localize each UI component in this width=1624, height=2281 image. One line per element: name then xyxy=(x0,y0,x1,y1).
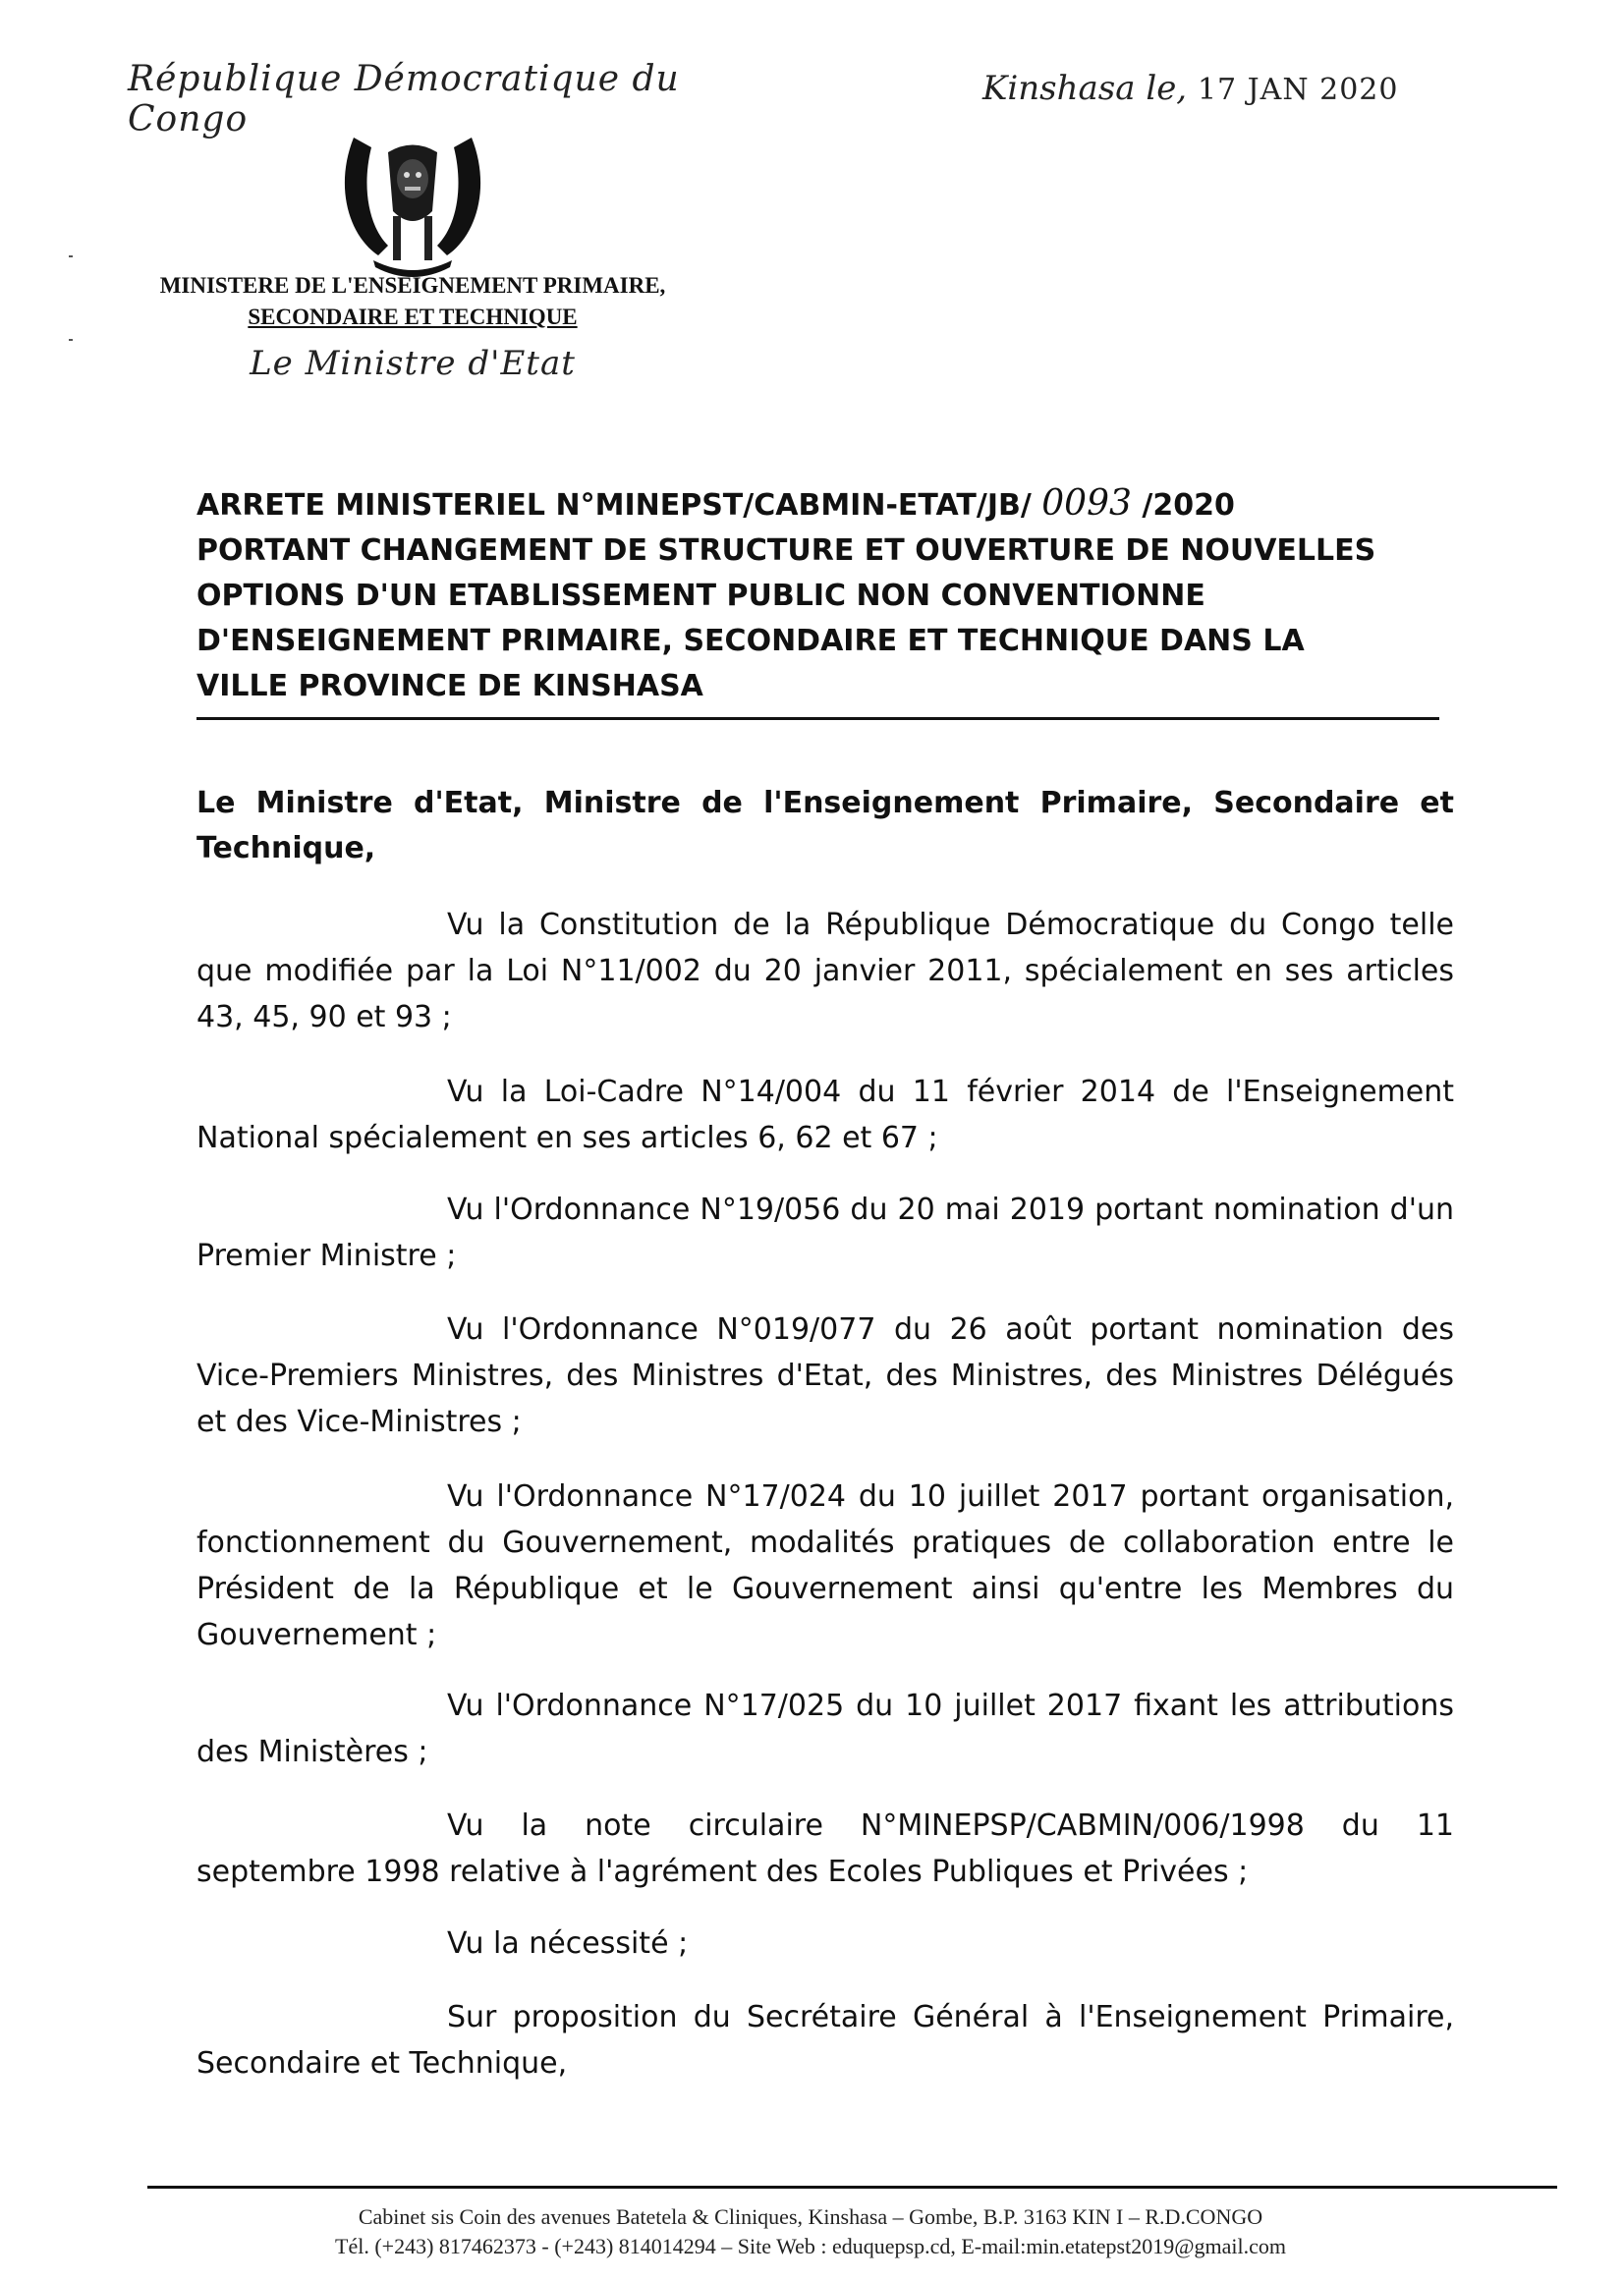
footer-divider xyxy=(147,2186,1557,2189)
consideration-3: Vu l'Ordonnance N°19/056 du 20 mai 2019 portant nomination d'un Premier Ministre ; xyxy=(196,1193,1454,1273)
footer-line-1: Cabinet sis Coin des avenues Batetela & Cliniques, Kinshasa – Gombe, B.P. 3163 KIN I – R.D.CONGO xyxy=(358,2204,1263,2229)
handwritten-decree-number: 0093 xyxy=(1041,483,1132,524)
ministry-name xyxy=(98,270,727,333)
title-line-2: PORTANT CHANGEMENT DE STRUCTURE ET OUVERTURE DE NOUVELLES xyxy=(196,533,1376,568)
document-date xyxy=(982,69,1398,108)
consideration-6: Vu l'Ordonnance N°17/025 du 10 juillet 2017 fixant les attributions des Ministères ; xyxy=(196,1689,1454,1769)
coat-of-arms-emblem-icon xyxy=(334,118,491,295)
date-value: 17 JAN 2020 xyxy=(1197,73,1399,107)
consideration-1: Vu la Constitution de la République Démocratique du Congo telle que modifiée par la Loi N°11/002 du 20 janvier 2011, spécialement en ses articles 43, 45, 90 et 93 ; xyxy=(196,908,1454,1034)
minister-title: Le Ministre d'Etat xyxy=(250,344,576,383)
title-line-1 xyxy=(196,481,1454,529)
footer-address xyxy=(147,2202,1474,2261)
minister-intro: Le Ministre d'Etat, Ministre de l'Enseignement Primaire, Secondaire et Technique, xyxy=(196,786,1454,865)
title-line-3: OPTIONS D'UN ETABLISSEMENT PUBLIC NON CONVENTIONNE xyxy=(196,579,1205,613)
title-reference: ARRETE MINISTERIEL N°MINEPST/CABMIN-ETAT/JB/ xyxy=(196,488,1032,523)
consideration-4: Vu l'Ordonnance N°019/077 du 26 août portant nomination des Vice-Premiers Ministres, des Ministres d'Etat, des Ministres, des Ministres Délégués et des Vice-Ministres ; xyxy=(196,1312,1454,1439)
title-year: /2020 xyxy=(1142,488,1235,523)
title-line-5: VILLE PROVINCE DE KINSHASA xyxy=(196,669,703,703)
consideration-5: Vu l'Ordonnance N°17/024 du 10 juillet 2017 portant organisation, fonctionnement du Gouvernement, modalités pratiques de collaboration entre le Président de la République et le Gouvernement ainsi qu'entre les Membres du Gouvernement ; xyxy=(196,1479,1454,1652)
scan-speck xyxy=(69,255,73,257)
title-divider xyxy=(196,717,1439,720)
date-prefix: Kinshasa le, xyxy=(982,69,1188,108)
ministry-line-1: MINISTERE DE L'ENSEIGNEMENT PRIMAIRE, xyxy=(159,273,666,298)
consideration-8: Vu la nécessité ; xyxy=(447,1926,689,1961)
scan-speck xyxy=(69,339,73,341)
title-line-4: D'ENSEIGNEMENT PRIMAIRE, SECONDAIRE ET TECHNIQUE DANS LA xyxy=(196,624,1305,658)
consideration-2: Vu la Loi-Cadre N°14/004 du 11 février 2014 de l'Enseignement National spécialement en ses articles 6, 62 et 67 ; xyxy=(196,1075,1454,1155)
ministry-line-2: SECONDAIRE ET TECHNIQUE xyxy=(248,305,578,329)
consideration-7: Vu la note circulaire N°MINEPSP/CABMIN/006/1998 du 11 septembre 1998 relative à l'agrément des Ecoles Publiques et Privées ; xyxy=(196,1808,1454,1889)
decree-title xyxy=(196,481,1454,709)
footer-line-2: Tél. (+243) 817462373 - (+243) 814014294 – Site Web : eduquepsp.cd, E-mail:min.etatepst2019@gmail.com xyxy=(335,2234,1286,2258)
consideration-9: Sur proposition du Secrétaire Général à l'Enseignement Primaire, Secondaire et Technique, xyxy=(196,2000,1454,2081)
republic-name: République Démocratique du Congo xyxy=(128,59,680,139)
